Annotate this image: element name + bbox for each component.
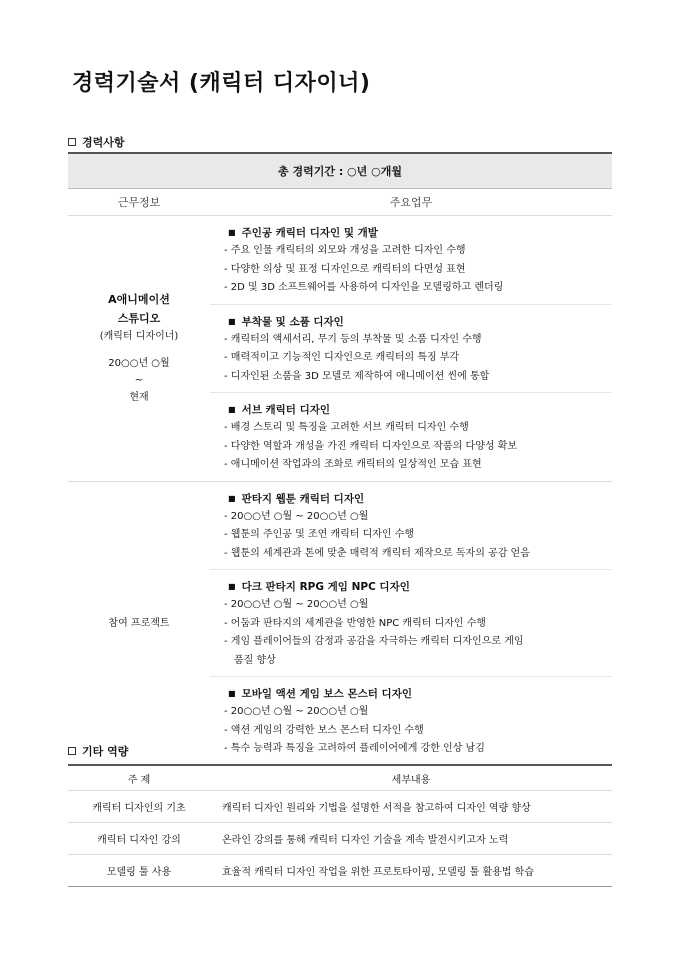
career-section-heading [68, 134, 125, 150]
row-detail: 캐릭터 디자인 원리와 기법을 설명한 서적을 참고하여 디자인 역량 향상 [222, 803, 531, 814]
company-group [68, 216, 612, 482]
period-start: 20○○년 ○월 [108, 358, 170, 370]
column-header-main-duties: 주요업무 [389, 196, 433, 209]
company-name-line1: A애니메이션 [108, 293, 170, 307]
projects-cell [210, 482, 612, 765]
page-title: 경력기술서 (캐릭터 디자이너) [72, 71, 371, 96]
project-title: 판타지 웹툰 캐릭터 디자인 [241, 492, 365, 505]
company-name-line2: 스튜디오 [117, 312, 161, 326]
total-career-row [68, 154, 612, 189]
duty-line: - 2D 및 3D 소프트웨어를 사용하여 디자인을 모델링하고 렌더링 [224, 282, 504, 293]
duty-block [210, 216, 612, 305]
duty-line: - 배경 스토리 및 특징을 고려한 서브 캐릭터 디자인 수행 [224, 422, 469, 433]
bullet-square-icon: ■ [228, 493, 236, 503]
duty-line: - 다양한 의상 및 표정 디자인으로 캐릭터의 다면성 표현 [224, 263, 466, 275]
project-block [210, 482, 612, 571]
project-line: - 20○○년 ○월 ~ 20○○년 ○월 [224, 706, 369, 717]
duty-title: 서브 캐릭터 디자인 [241, 404, 331, 416]
period-separator: ~ [134, 375, 144, 387]
duty-title: 주인공 캐릭터 디자인 및 개발 [241, 227, 378, 239]
career-table [68, 152, 612, 766]
duties-cell [210, 216, 612, 481]
table-row [68, 791, 612, 823]
projects-label: 참여 프로젝트 [108, 617, 170, 629]
column-header-topic: 주 제 [127, 774, 151, 786]
project-title: 다크 판타지 RPG 게임 NPC 디자인 [241, 581, 410, 593]
project-line: - 액션 게임의 강력한 보스 몬스터 디자인 수행 [224, 724, 424, 736]
company-info-cell [68, 216, 210, 481]
project-block [210, 570, 612, 677]
row-topic: 모델링 툴 사용 [106, 867, 172, 878]
career-heading-label: 경력사항 [82, 136, 125, 149]
table-row [68, 855, 612, 886]
project-line: - 특수 능력과 특징을 고려하여 플레이어에게 강한 인상 남김 [224, 743, 485, 754]
checkbox-square-icon [68, 138, 76, 146]
other-heading-label: 기타 역량 [82, 745, 129, 758]
company-role: (캐릭터 디자이너) [99, 331, 179, 343]
period-end: 현재 [129, 392, 149, 404]
career-column-header [68, 189, 612, 216]
project-line: - 20○○년 ○월 ~ 20○○년 ○월 [224, 599, 369, 610]
duty-line: - 캐릭터의 액세서리, 무기 등의 부착물 및 소품 디자인 수행 [224, 333, 482, 345]
project-line: - 게임 플레이어들의 감정과 공감을 자극하는 캐릭터 디자인으로 게임 [224, 636, 524, 647]
other-column-header [68, 766, 612, 791]
project-line: - 어둠과 판타지의 세계관을 반영한 NPC 캐릭터 디자인 수행 [224, 617, 487, 629]
table-row [68, 823, 612, 855]
duty-block [210, 305, 612, 394]
row-detail: 온라인 강의를 통해 캐릭터 디자인 기술을 계속 발전시키고자 노력 [222, 835, 509, 846]
other-section-heading [68, 743, 128, 759]
project-line-continuation: 품질 향상 [234, 654, 276, 666]
column-header-detail: 세부내용 [391, 774, 431, 786]
bullet-square-icon: ■ [228, 228, 236, 237]
project-line: - 웹툰의 주인공 및 조연 캐릭터 디자인 수행 [224, 529, 415, 540]
project-line: - 20○○년 ○월 ~ 20○○년 ○월 [224, 510, 369, 522]
checkbox-square-icon [68, 747, 76, 755]
row-topic: 캐릭터 디자인 강의 [97, 835, 181, 846]
bullet-square-icon: ■ [228, 405, 236, 414]
project-block [210, 677, 612, 765]
other-skills-table [68, 764, 612, 887]
column-header-work-info: 근무정보 [117, 196, 161, 209]
duty-title: 부착물 및 소품 디자인 [241, 315, 344, 328]
row-topic: 캐릭터 디자인의 기초 [92, 803, 186, 814]
duty-block [210, 393, 612, 481]
duty-line: - 애니메이션 작업과의 조화로 캐릭터의 일상적인 모습 표현 [224, 459, 482, 470]
total-career-text: 총 경력기간 : ○년 ○개월 [278, 165, 402, 178]
duty-line: - 디자인된 소품을 3D 모델로 제작하여 애니메이션 씬에 통합 [224, 370, 490, 382]
project-title: 모바일 액션 게임 보스 몬스터 디자인 [241, 688, 412, 700]
bullet-square-icon: ■ [228, 582, 236, 591]
duty-line: - 매력적이고 기능적인 디자인으로 캐릭터의 특징 부각 [224, 352, 460, 363]
projects-group [68, 482, 612, 765]
row-detail: 효율적 캐릭터 디자인 작업을 위한 프로토타이핑, 모델링 툴 활용법 학습 [222, 867, 534, 878]
projects-label-cell [68, 482, 210, 765]
bullet-square-icon: ■ [228, 689, 236, 698]
project-line: - 웹툰의 세계관과 톤에 맞춘 매력적 캐릭터 제작으로 독자의 공감 얻음 [224, 547, 530, 559]
bullet-square-icon: ■ [228, 316, 236, 326]
duty-line: - 주요 인물 캐릭터의 외모와 개성을 고려한 디자인 수행 [224, 245, 466, 256]
duty-line: - 다양한 역할과 개성을 가진 캐릭터 디자인으로 작품의 다양성 확보 [224, 440, 518, 452]
